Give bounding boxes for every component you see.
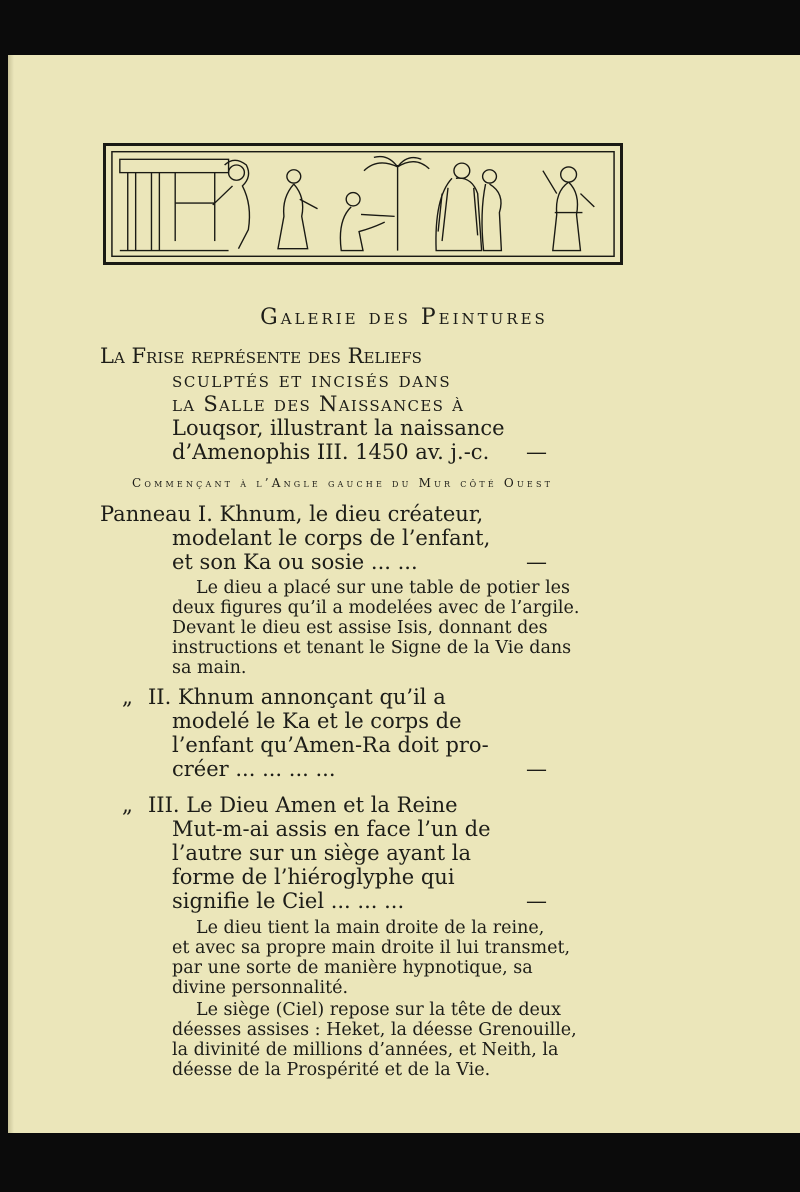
- panel2-line-1: II. Khnum annonçant qu’il a: [148, 685, 446, 709]
- panel3-ditto-mark: „: [122, 793, 133, 817]
- panel3-note1-line-1: Le dieu tient la main droite de la reine,: [196, 918, 545, 938]
- panel3-note2-line-1: Le siège (Ciel) repose sur la tête de deux: [196, 1000, 562, 1020]
- panel3-line-3: l’autre sur un siège ayant la: [172, 841, 472, 865]
- panel3-note1-line-2: et avec sa propre main droite il lui transmet,: [172, 938, 571, 958]
- panel1-end-mark: —: [526, 550, 547, 574]
- intro-line-1: La Frise représente des Reliefs: [100, 344, 422, 368]
- panel2-line-4: créer ... ... ... ...: [172, 757, 336, 781]
- panel3-note2-line-2: déesses assises : Heket, la déesse Grenouille,: [172, 1020, 577, 1040]
- panel1-line-1: Panneau I. Khnum, le dieu créateur,: [100, 502, 484, 526]
- section-heading: Commençant à l’Angle gauche du Mur côté Ouest: [132, 476, 554, 490]
- panel3-note2-line-4: déesse de la Prospérité et de la Vie.: [172, 1060, 491, 1080]
- intro-end-mark: —: [526, 440, 547, 464]
- intro-line-5: d’Amenophis III. 1450 av. j.-c.: [172, 440, 490, 464]
- book-page: [8, 55, 800, 1133]
- panel3-end-mark: —: [526, 889, 547, 913]
- page-spine-shadow: [8, 55, 14, 1133]
- intro-line-4: Louqsor, illustrant la naissance: [172, 416, 505, 440]
- panel1-note-line-4: instructions et tenant le Signe de la Vie dans: [172, 638, 572, 658]
- panel3-line-1: III. Le Dieu Amen et la Reine: [148, 793, 458, 817]
- panel1-note-line-3: Devant le dieu est assise Isis, donnant des: [172, 618, 548, 638]
- panel3-note1-line-4: divine personnalité.: [172, 978, 349, 998]
- panel3-line-5: signifie le Ciel ... ... ...: [172, 889, 405, 913]
- panel1-line-2: modelant le corps de l’enfant,: [172, 526, 491, 550]
- frieze-drawing: [106, 146, 620, 262]
- frieze-illustration: [103, 143, 623, 265]
- panel1-note-line-1: Le dieu a placé sur une table de potier les: [196, 578, 571, 598]
- panel1-line-3: et son Ka ou sosie ... ...: [172, 550, 418, 574]
- panel2-line-3: l’enfant qu’Amen-Ra doit pro-: [172, 733, 489, 757]
- panel3-line-2: Mut-m-ai assis en face l’un de: [172, 817, 491, 841]
- panel2-end-mark: —: [526, 757, 547, 781]
- page-title: Galerie des Peintures: [260, 305, 548, 330]
- panel3-note2-line-3: la divinité de millions d’années, et Neith, la: [172, 1040, 559, 1060]
- panel3-line-4: forme de l’hiéroglyphe qui: [172, 865, 455, 889]
- panel2-line-2: modelé le Ka et le corps de: [172, 709, 462, 733]
- panel1-note-line-5: sa main.: [172, 658, 247, 678]
- panel3-note1-line-3: par une sorte de manière hypnotique, sa: [172, 958, 533, 978]
- intro-line-2: sculptés et incisés dans: [172, 368, 452, 392]
- panel2-ditto-mark: „: [122, 685, 133, 709]
- intro-line-3: la Salle des Naissances à: [172, 392, 465, 416]
- panel1-note-line-2: deux figures qu’il a modelées avec de l’argile.: [172, 598, 580, 618]
